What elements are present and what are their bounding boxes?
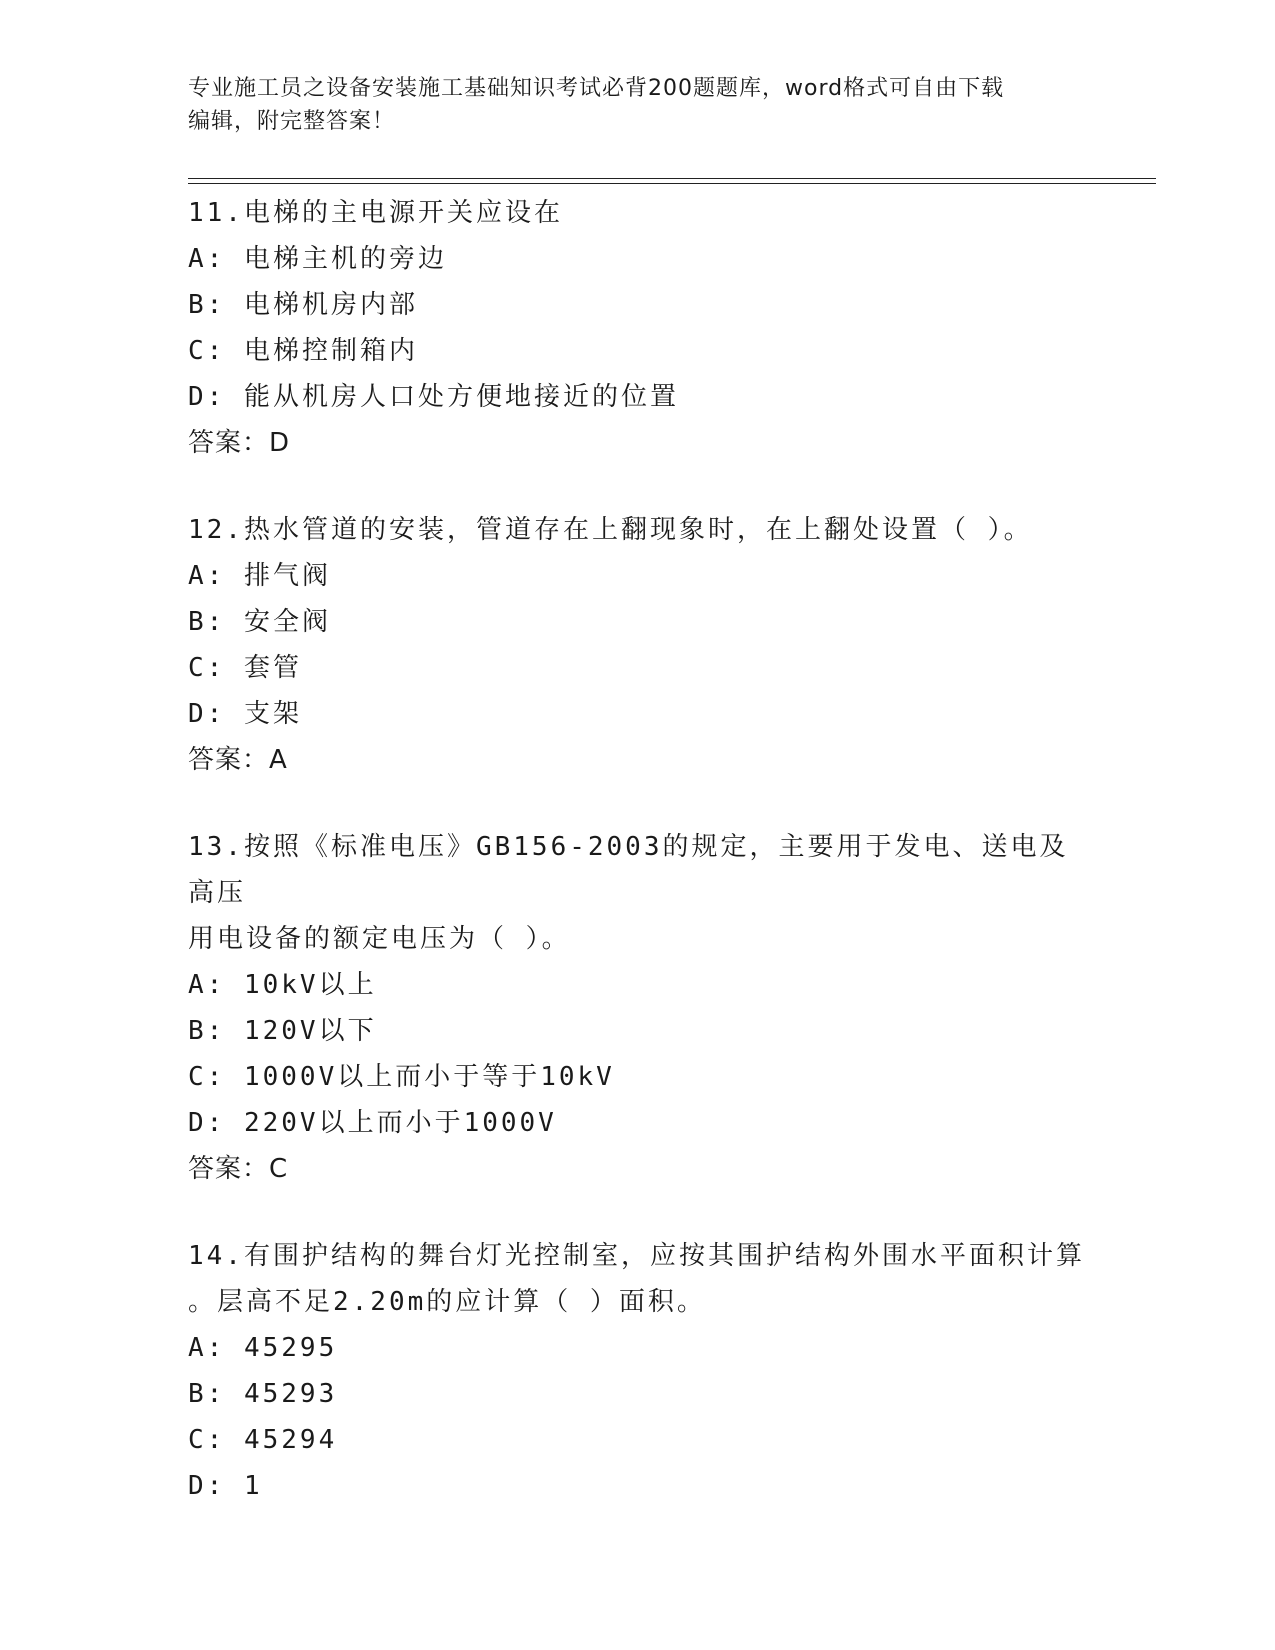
- question-13: [188, 824, 1088, 1192]
- option-c: C: 45294: [188, 1425, 338, 1455]
- option-d: D: 支架: [188, 699, 302, 729]
- question-stem-line-2: 。层高不足2.20m的应计算（ ）面积。: [188, 1287, 706, 1317]
- option-b: B: 45293: [188, 1379, 338, 1409]
- answer-label: 答案：A: [188, 745, 288, 775]
- option-c: C: 1000V以上而小于等于10kV: [188, 1062, 615, 1092]
- option-b: B: 电梯机房内部: [188, 290, 418, 320]
- question-stem-line-1: 14.有围护结构的舞台灯光控制室，应按其围护结构外围水平面积计算: [188, 1241, 1085, 1271]
- answer-label: 答案：C: [188, 1154, 289, 1184]
- question-11: [188, 190, 1088, 466]
- question-14: [188, 1233, 1088, 1509]
- option-a: A: 排气阀: [188, 561, 331, 591]
- option-c: C: 套管: [188, 653, 302, 683]
- header-title-line-2: 编辑，附完整答案！: [188, 109, 396, 134]
- header-title-line-1: 专业施工员之设备安装施工基础知识考试必背200题题库，word格式可自由下载: [188, 76, 1005, 101]
- question-stem-line-1: 13.按照《标准电压》GB156-2003的规定，主要用于发电、送电及高压: [188, 832, 1069, 908]
- question-stem-line-2: 用电设备的额定电压为（ ）。: [188, 924, 571, 954]
- option-a: A: 45295: [188, 1333, 338, 1363]
- option-b: B: 120V以下: [188, 1016, 377, 1046]
- question-stem: 11.电梯的主电源开关应设在: [188, 198, 563, 228]
- question-12: [188, 507, 1088, 783]
- option-d: D: 能从机房人口处方便地接近的位置: [188, 382, 679, 412]
- option-c: C: 电梯控制箱内: [188, 336, 418, 366]
- question-list: [188, 190, 1088, 1550]
- option-d: D: 220V以上而小于1000V: [188, 1108, 557, 1138]
- option-a: A: 10kV以上: [188, 970, 377, 1000]
- document-header: [188, 72, 1088, 138]
- answer-label: 答案：D: [188, 428, 291, 458]
- option-a: A: 电梯主机的旁边: [188, 244, 447, 274]
- question-stem: 12.热水管道的安装，管道存在上翻现象时，在上翻处设置（ ）。: [188, 515, 1033, 545]
- header-divider-bottom: [188, 183, 1156, 184]
- header-divider-top: [188, 178, 1156, 179]
- option-d: D: 1: [188, 1471, 263, 1501]
- option-b: B: 安全阀: [188, 607, 331, 637]
